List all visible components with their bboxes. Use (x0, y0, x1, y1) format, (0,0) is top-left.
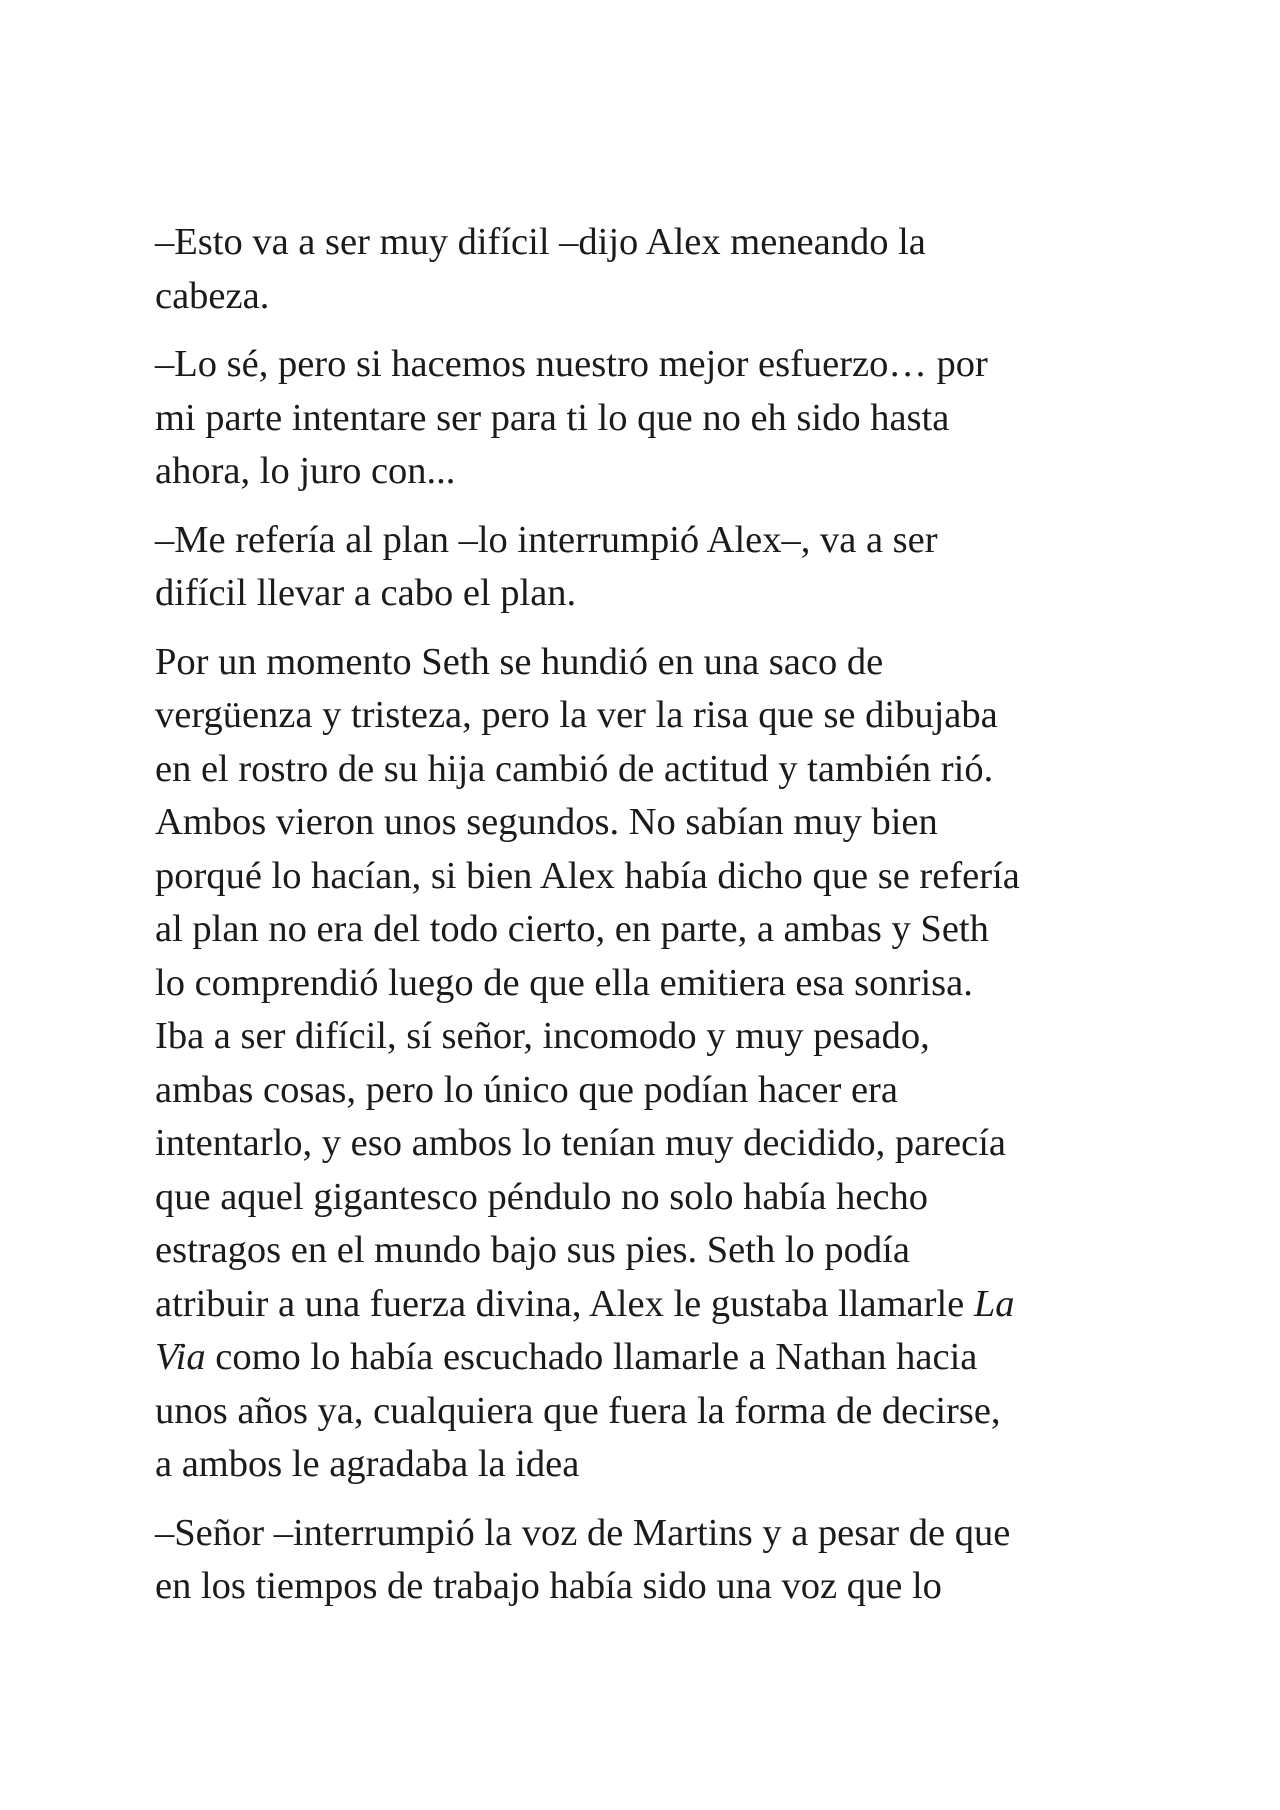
text-line: que aquel gigantesco péndulo no solo había hecho (155, 1175, 928, 1218)
text-line: a ambos le agradaba la idea (155, 1443, 580, 1485)
text-line: –Lo sé, pero si hacemos nuestro mejor esfuerzo… por (155, 343, 988, 385)
text-line-with-italic (155, 1278, 1145, 1332)
text-line: unos años ya, cualquiera que fuera la forma de decirse, (155, 1389, 1001, 1432)
text-line: Iba a ser difícil, sí señor, incomodo y muy pesado, (155, 1015, 930, 1057)
text-line: ahora, lo juro con... (155, 450, 456, 492)
paragraph-2 (155, 338, 1145, 499)
italic-text: Via (155, 1336, 206, 1378)
text-line: mi parte intentare ser para ti lo que no eh sido hasta (155, 396, 950, 439)
text-line-with-italic (155, 1331, 1145, 1385)
text-body (155, 216, 1145, 1629)
text-line: –Esto va a ser muy difícil –dijo Alex meneando la (155, 221, 926, 263)
text-line: –Me refería al plan –lo interrumpió Alex–, va a ser (155, 518, 938, 561)
text-segment: atribuir a una fuerza divina, Alex le gustaba llamarle (155, 1282, 974, 1325)
text-line: vergüenza y tristeza, pero la ver la risa que se dibujaba (155, 694, 998, 736)
text-line: lo comprendió luego de que ella emitiera esa sonrisa. (155, 961, 973, 1004)
text-line: en los tiempos de trabajo había sido una voz que lo (155, 1565, 942, 1607)
paragraph-4 (155, 636, 1145, 1492)
text-line: estragos en el mundo bajo sus pies. Seth lo podía (155, 1229, 910, 1271)
text-line: ambas cosas, pero lo único que podían hacer era (155, 1068, 898, 1111)
text-line: en el rostro de su hija cambió de actitud y también rió. (155, 747, 994, 790)
text-line: al plan no era del todo cierto, en parte, a ambas y Seth (155, 908, 989, 950)
text-line: porqué lo hacían, si bien Alex había dicho que se refería (155, 854, 1020, 897)
italic-text: La (973, 1282, 1015, 1325)
text-line: difícil llevar a cabo el plan. (155, 572, 577, 614)
text-line: intentarlo, y eso ambos lo tenían muy decidido, parecía (155, 1122, 1007, 1164)
text-line: Ambos vieron unos segundos. No sabían muy bien (155, 801, 938, 843)
paragraph-3 (155, 514, 1145, 621)
text-segment: como lo había escuchado llamarle a Nathan hacia (205, 1336, 978, 1378)
paragraph-5 (155, 1507, 1145, 1614)
text-line: Por un momento Seth se hundió en una saco de (155, 640, 884, 683)
paragraph-1 (155, 216, 1145, 323)
text-line: cabeza. (155, 274, 270, 317)
text-line: –Señor –interrumpió la voz de Martins y a pesar de que (155, 1511, 1011, 1554)
